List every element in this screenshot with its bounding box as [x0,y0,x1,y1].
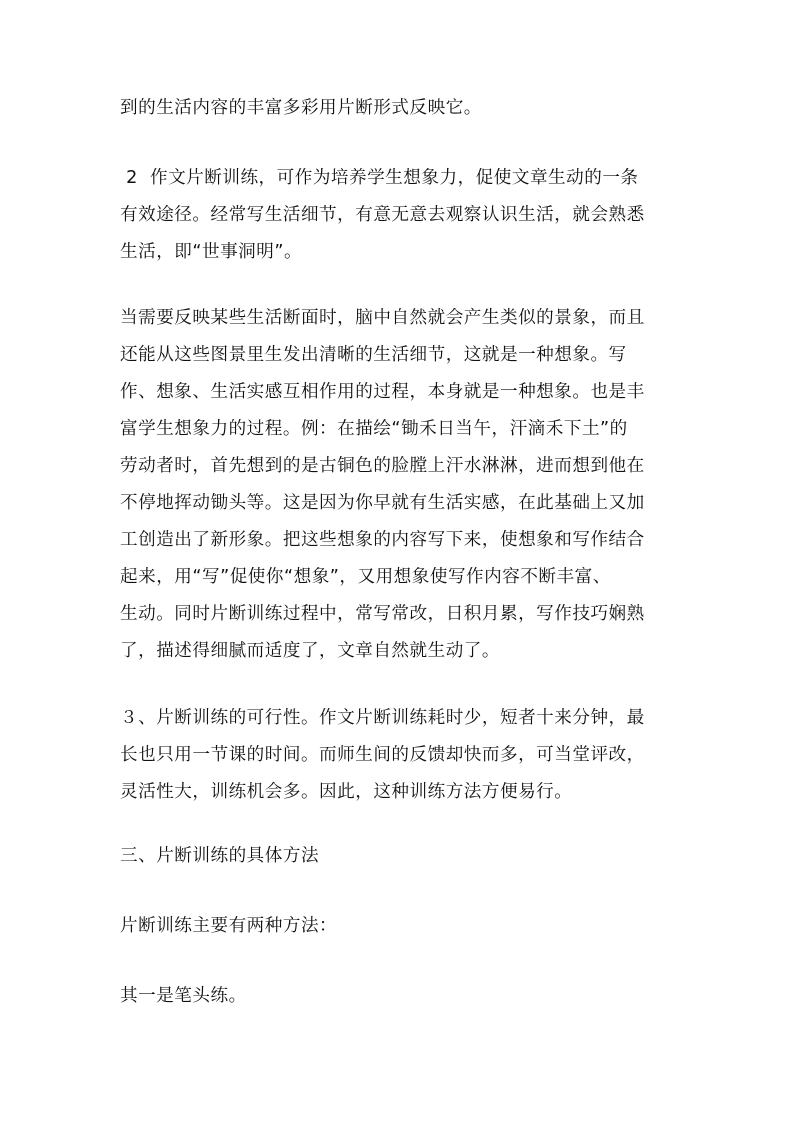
text-line: 长也只用一节课的时间。而师生间的反馈却快而多，可当堂评改， [120,745,645,765]
text-line: 有效途径。经常写生活细节，有意无意去观察认识生活，就会熟悉 [120,205,645,225]
paragraph-4 [120,700,680,811]
text-line: 当需要反映某些生活断面时，脑中自然就会产生类似的景象，而且 [120,308,645,328]
paragraph-6 [120,978,680,1015]
section-heading [120,838,680,875]
paragraph-3 [120,300,680,670]
text-line: 作、想象、生活实感互相作用的过程，本身就是一种想象。也是丰 [120,382,645,402]
text-line: 还能从这些图景里生发出清晰的生活细节，这就是一种想象。写 [120,345,627,365]
text-line: 片断训练主要有两种方法： [120,916,338,936]
paragraph-2 [120,160,680,271]
text-line: 三、片断训练的具体方法 [120,846,320,866]
text-line: 了，描述得细腻而适度了，文章自然就生动了。 [120,641,500,661]
text-line: 灵活性大，训练机会多。因此，这种训练方法方便易行。 [120,782,573,802]
text-line: 富学生想象力的过程。例：在描绘“锄禾日当午，汗滴禾下土”的 [120,419,628,439]
paragraph-1 [120,90,680,127]
text-line: 生活，即“世事洞明”。 [120,242,303,262]
text-line: 到的生活内容的丰富多彩用片断形式反映它。 [120,98,482,118]
text-line: 工创造出了新形象。把这些想象的内容写下来，使想象和写作结合 [120,530,645,550]
text-line: 劳动者时，首先想到的是古铜色的脸膛上汗水淋淋，进而想到他在 [120,456,645,476]
text-line: 起来，用“写”促使你“想象”，又用想象使写作内容不断丰富、 [120,567,611,587]
text-line: 其一是笔头练。 [120,986,247,1006]
text-line: 生动。同时片断训练过程中，常写常改，日积月累，写作技巧娴熟 [120,604,645,624]
text-line: 2 作文片断训练，可作为培养学生想象力，促使文章生动的一条 [120,168,639,188]
text-line: 不停地挥动锄头等。这是因为你早就有生活实感，在此基础上又加 [120,493,645,513]
paragraph-5 [120,908,680,945]
text-line: ３、片断训练的可行性。作文片断训练耗时少，短者十来分钟，最 [120,708,645,728]
